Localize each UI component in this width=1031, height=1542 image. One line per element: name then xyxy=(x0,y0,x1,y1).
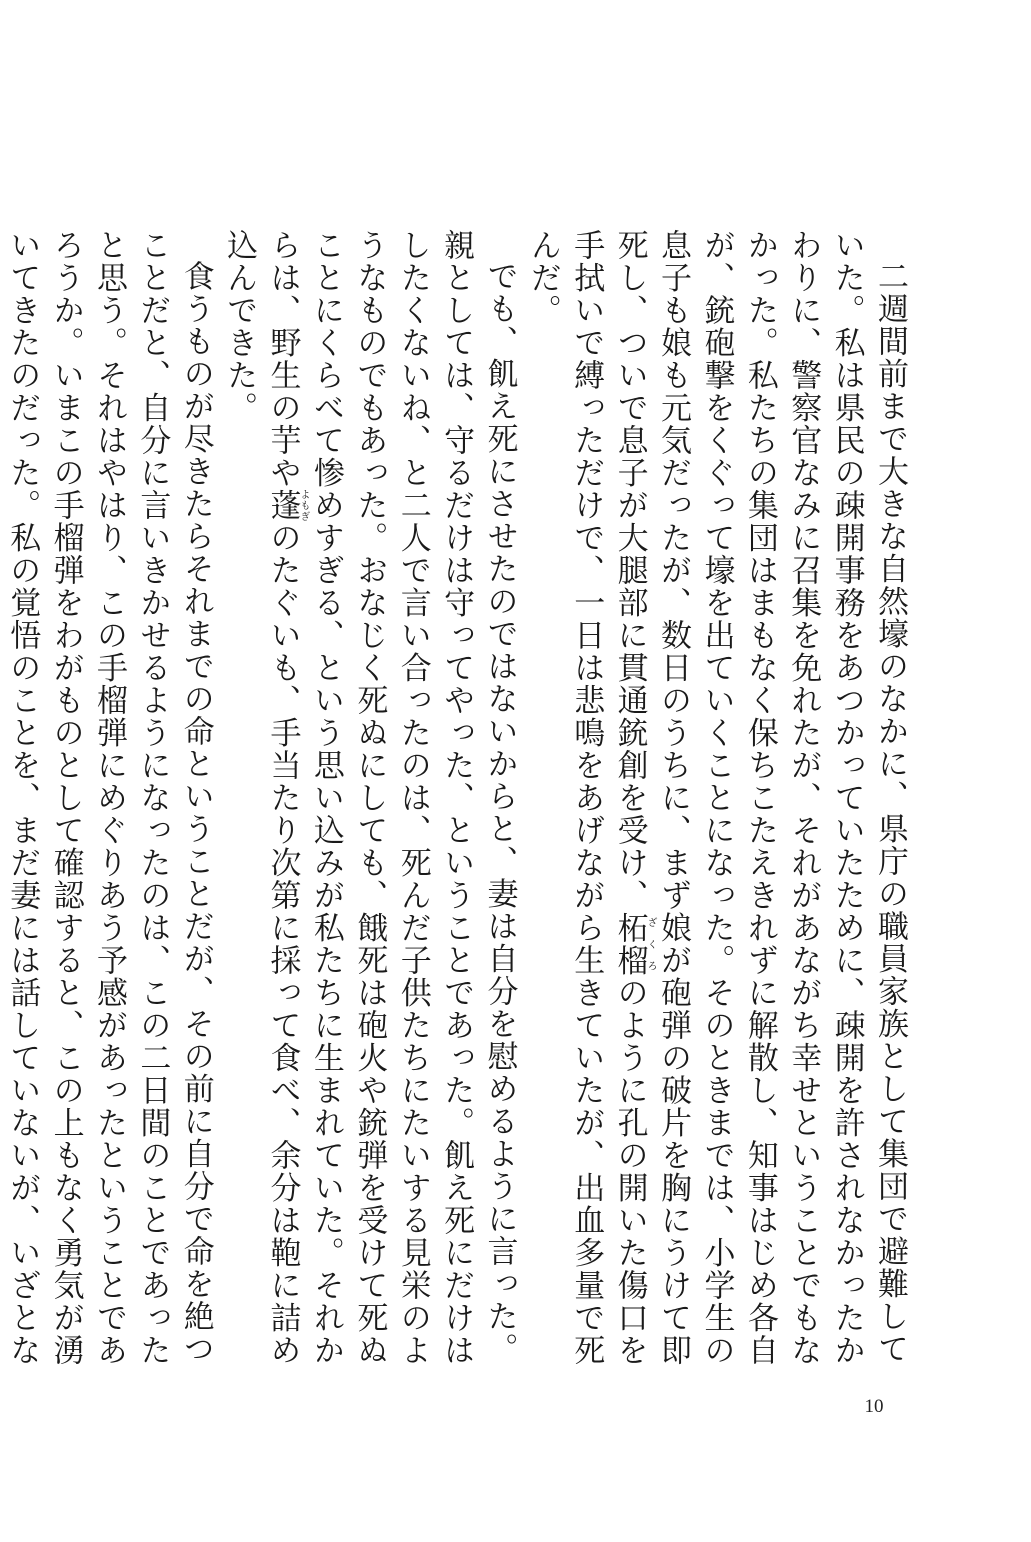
ruby-yomogi-reading: よもぎ xyxy=(298,489,310,522)
paragraph-2 xyxy=(217,229,521,1369)
paragraph-1 xyxy=(520,229,911,1369)
ruby-zakuro: 柘榴ざくろ xyxy=(611,911,657,977)
ruby-yomogi: 蓬よもぎ xyxy=(264,489,310,522)
body-text xyxy=(4,229,911,1369)
paragraph-2-text-after: のたぐいも、手当たり次第に採って食べ、余分は鞄に詰め込んできた。 xyxy=(221,229,301,1367)
paragraph-3 xyxy=(0,229,217,1369)
ruby-zakuro-reading: ざくろ xyxy=(645,911,657,977)
paragraph-1-text: 二週間前まで大きな自然壕のなかに、県庁の職員家族として集団で避難していた。私は県民の疎開事務をあつかっていたために、疎開を許されなかったかわりに、警察官なみに召集を免れたが、それがあながち幸せということでもなかった。私たちの集団はまもなく保ちこたえきれずに解散し、知事はじめ各自が、銃砲撃をくぐって壕を出ていくことになった。そのときまでは、小学生の息子も娘も元気だったが、数日のうちに、まず娘が砲弾の破片を胸にうけて即死し、ついで息子が大腿部に貫通銃創を受け、 xyxy=(611,229,908,1367)
page-number: 10 xyxy=(864,1396,884,1417)
paragraph-3-text: 食うものが尽きたらそれまでの命ということだが、その前に自分で命を絶つことだと、自分に言いきかせるようになったのは、この二日間のことであったと思う。それはやはり、この手榴弾にめぐりあう予感があったということであろうか。いまこの手榴弾をわがものとして確認すると、この上もなく勇気が湧いてきたのだった。私の覚悟のことを、まだ妻には話していないが、いざとな xyxy=(4,229,214,1367)
paragraph-1-text-after: のように孔の開いた傷口を手拭いで縛っただけで、一日は悲鳴をあげながら生きていたが、出血多量で死んだ。 xyxy=(524,229,648,1367)
paragraph-2-text: でも、飢え死にさせたのではないからと、妻は自分を慰めるように言った。親としては、守るだけは守ってやった、ということであった。飢え死にだけはしたくないね、と二人で言い合ったのは、死んだ子供たちにたいする見栄のようなものでもあった。おなじく死ぬにしても、餓死は砲火や銃弾を受けて死ぬことにくらべて惨めすぎる、という思い込みが私たちに生まれていた。それからは、野生の芋や xyxy=(264,229,518,1367)
